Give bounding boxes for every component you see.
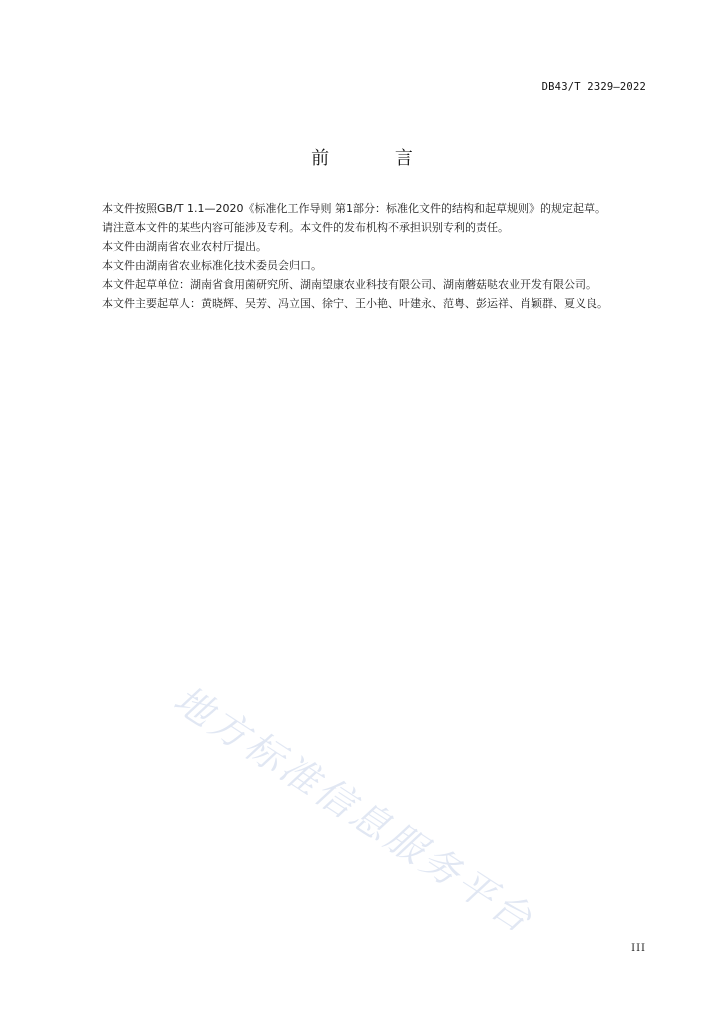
paragraph-drafting-units: 本文件起草单位：湖南省食用菌研究所、湖南望康农业科技有限公司、湖南蘑菇哒农业开发有限公司。: [102, 278, 597, 291]
standard-code: DB43/T 2329—2022: [541, 81, 646, 93]
paragraph-drafting-rules: 本文件按照GB/T 1.1—2020《标准化工作导则 第1部分：标准化文件的结构和起草规则》的规定起草。: [102, 202, 606, 215]
paragraph-centralized-by: 本文件由湖南省农业标准化技术委员会归口。: [102, 259, 322, 272]
page-title: 前 言: [311, 148, 443, 169]
watermark: 地方标准信息服务平台: [166, 676, 543, 943]
page-number: III: [631, 943, 646, 954]
paragraph-proposer: 本文件由湖南省农业农村厅提出。: [102, 240, 267, 253]
foreword-body: [79, 199, 647, 313]
paragraph-drafters: 本文件主要起草人：黄晓辉、吴芳、冯立国、徐宁、王小艳、叶建永、范粤、彭运祥、肖颖群、夏义良。: [102, 297, 608, 310]
paragraph-patent-notice: 请注意本文件的某些内容可能涉及专利。本文件的发布机构不承担识别专利的责任。: [102, 221, 509, 234]
